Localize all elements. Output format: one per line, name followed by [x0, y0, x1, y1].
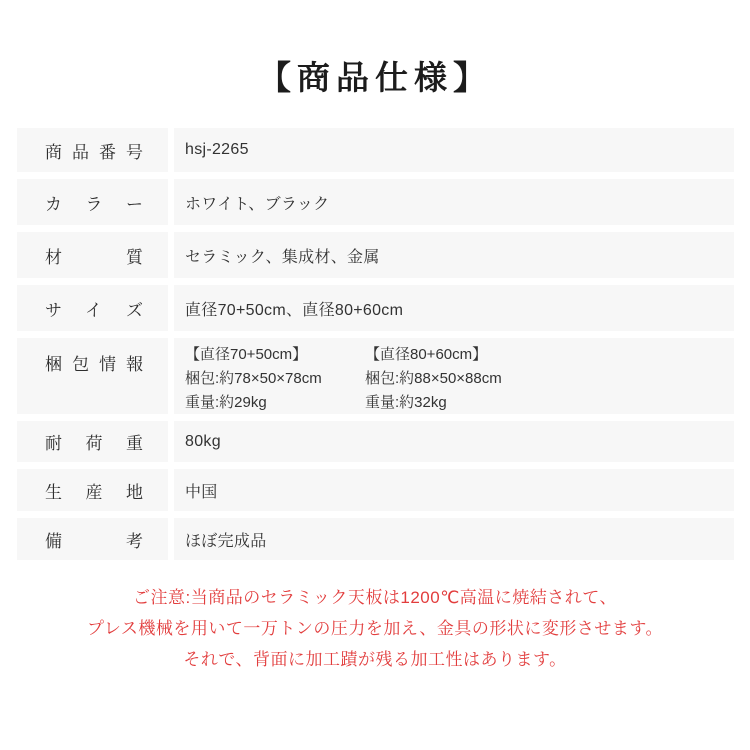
spec-value: hsj-2265: [185, 141, 249, 158]
package-info-block: [185, 343, 365, 415]
spec-label: 耐荷重: [45, 434, 143, 453]
spec-label: サイズ: [45, 300, 143, 320]
package-weight: 重量:約29kg: [185, 394, 267, 411]
notice-line: プレス機械を用いて一万トンの圧力を加え、金具の形状に変形させます。: [87, 619, 663, 638]
spec-label: 生産地: [45, 482, 143, 502]
spec-label-cell: [17, 232, 168, 278]
spec-value-cell: [174, 285, 734, 331]
spec-label: 備考: [45, 531, 143, 551]
spec-table: [17, 128, 734, 560]
spec-value-cell: [174, 232, 734, 278]
spec-value: ほぼ完成品: [185, 532, 267, 550]
spec-label: カラー: [45, 194, 143, 214]
spec-value: 中国: [185, 483, 218, 501]
spec-value: 直径70+50cm、直径80+60cm: [185, 301, 404, 319]
spec-row-load-capacity: [17, 421, 734, 462]
package-size: 梱包:約78×50×78cm: [185, 370, 322, 387]
spec-label-cell: [17, 469, 168, 511]
spec-value-cell: [174, 518, 734, 560]
page-title: 【商品仕様】: [258, 59, 492, 96]
spec-row-material: [17, 232, 734, 278]
spec-value: 80kg: [185, 432, 221, 450]
spec-value: ホワイト、ブラック: [185, 195, 330, 213]
spec-value-cell: [174, 179, 734, 225]
spec-row-remarks: [17, 518, 734, 560]
notice-line: それで、背面に加工蹟が残る加工性はあります。: [183, 650, 567, 669]
spec-label-cell: [17, 285, 168, 331]
spec-label: 材質: [45, 247, 143, 267]
spec-value-cell: [174, 469, 734, 511]
spec-row-origin: [17, 469, 734, 511]
package-heading: 【直径80+60cm】: [365, 346, 488, 363]
spec-row-product-number: [17, 128, 734, 172]
package-heading: 【直径70+50cm】: [185, 346, 308, 363]
spec-value-cell: [174, 338, 734, 414]
spec-row-color: [17, 179, 734, 225]
package-weight: 重量:約32kg: [365, 394, 447, 411]
caution-notice: [0, 582, 750, 675]
spec-label: 梱包情報: [45, 355, 143, 374]
notice-line: ご注意:当商品のセラミック天板は1200℃高温に焼結されて、: [133, 588, 617, 607]
spec-value-cell: [174, 128, 734, 172]
package-info-block: [365, 343, 502, 415]
spec-label-cell: [17, 179, 168, 225]
spec-label-cell: [17, 338, 168, 414]
spec-row-packaging: [17, 338, 734, 414]
spec-label-cell: [17, 421, 168, 462]
spec-value-cell: [174, 421, 734, 462]
package-size: 梱包:約88×50×88cm: [365, 370, 502, 387]
spec-label-cell: [17, 128, 168, 172]
spec-label: 商品番号: [45, 142, 143, 162]
spec-row-size: [17, 285, 734, 331]
spec-label-cell: [17, 518, 168, 560]
spec-value: セラミック、集成材、金属: [185, 248, 380, 266]
